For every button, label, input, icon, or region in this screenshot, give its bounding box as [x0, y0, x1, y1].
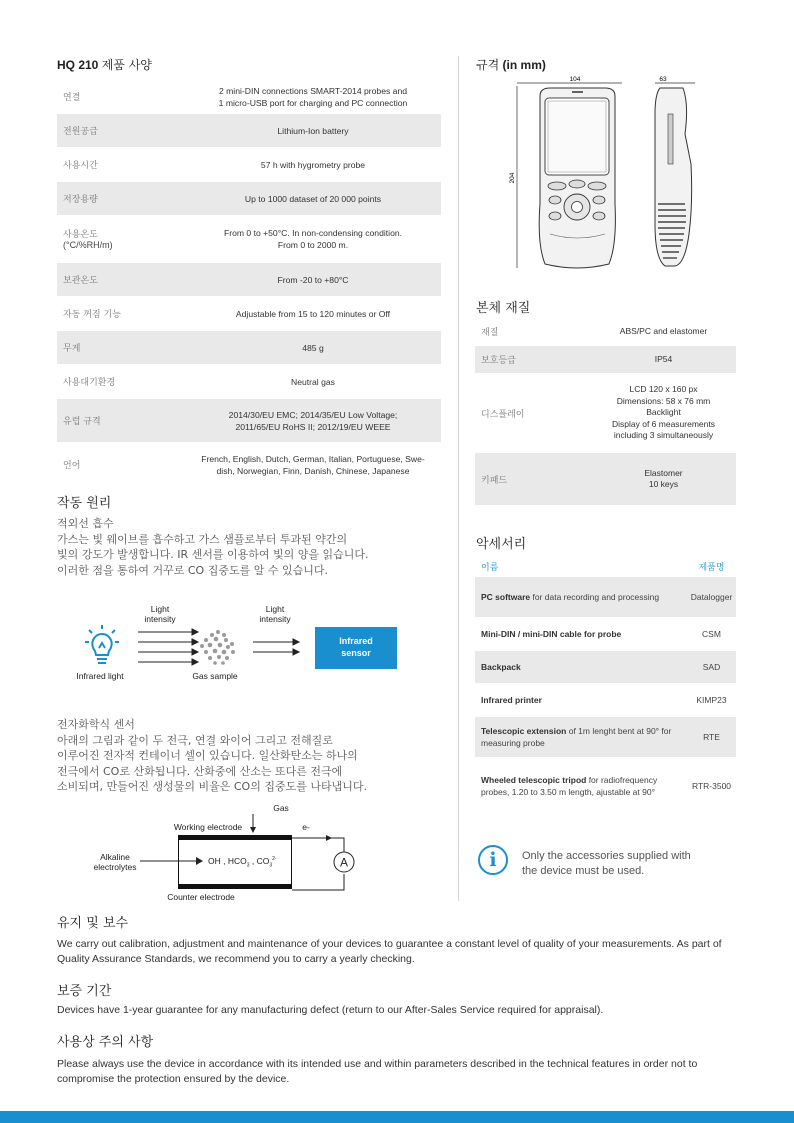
spec-label: 사용시간: [63, 161, 98, 171]
accessory-row: [475, 684, 736, 717]
ion-formula: OH , $HCO_3$ , $CO_3^{2-}$: [208, 856, 277, 869]
spec-label: 연결: [63, 93, 81, 103]
material-title: 본체 재질: [476, 301, 531, 316]
warranty-text: Devices have 1-year guarantee for any manufacturing defect (return to our After-Sales Service required for appraisal).: [57, 1004, 604, 1016]
spec-label-main: 사용온도: [63, 230, 98, 240]
keypad-center-key: [572, 202, 583, 213]
dimensions-title: [476, 56, 546, 73]
accessory-name: Mini-DIN / mini-DIN cable for probe: [481, 629, 622, 639]
accessory-code: CSM: [702, 629, 721, 639]
ec-description: 전자화학식 센서 아래의 그림과 같이 두 전극, 연결 와이어 그리고 전해질로 이루어진 전자적 컨테이너 셀이 있습니다. 일산화탄소는 하나의 전극에서 CO로 산화됩니다. 산화중에 산소는 또다른 전극에 소비되며, 만들어진 생성물의 비율은 CO의 집중도를 나타냅니다.: [57, 718, 367, 793]
gas-sample-cloud: [196, 626, 240, 668]
accessory-code: KIMP23: [696, 695, 727, 705]
precautions-title: 사용상 주의 사항: [57, 1035, 154, 1050]
material-value: Elastomer 10 keys: [644, 467, 683, 489]
spec-label: 사용대기환경: [63, 378, 116, 388]
accessory-code: RTR-3500: [691, 781, 732, 791]
light-intensity-label-2: Light intensity: [259, 604, 291, 624]
accessory-code: SAD: [702, 662, 721, 672]
material-table: [475, 318, 736, 506]
lightbulb-icon: [84, 624, 120, 670]
maintenance-text: We carry out calibration, adjustment and maintenance of your devices to guarantee a constant level of quality of your measurements. As part of Quality Assurance Standards, we recommend you to carry a yearly checking.: [57, 938, 722, 965]
spec-label: 자동 꺼짐 기능: [63, 310, 121, 320]
spec-value: 57 h with hygrometry probe: [260, 159, 366, 170]
material-row: [475, 453, 736, 506]
device-lcd: [548, 101, 606, 172]
accessory-name: PC software for data recording and processing: [481, 592, 660, 602]
spec-row: [57, 443, 441, 487]
alkaline-label: Alkaline electrolytes: [93, 852, 137, 872]
spec-label: 저장용량: [63, 195, 98, 205]
accessories-header: [475, 555, 736, 577]
spec-row: [57, 331, 441, 365]
infrared-light-label: Infrared light: [76, 671, 124, 681]
material-value: ABS/PC and elastomer: [619, 325, 708, 336]
accessory-name: Telescopic extension of 1m lenght bent at 90° for measuring probe: [481, 726, 672, 748]
maintenance-title: 유지 및 보수: [57, 916, 129, 931]
principle-title: 작동 원리: [57, 496, 112, 511]
col-code-header: 제품명: [698, 562, 725, 573]
material-label: 디스플레이: [481, 409, 525, 420]
spec-value: 2014/30/EU EMC; 2014/35/EU Low Voltage; 2011/65/EU RoHS II; 2012/19/EU WEEE: [228, 409, 398, 432]
material-label: 재질: [481, 328, 499, 338]
depth-dim-label: 63: [659, 76, 667, 83]
keypad-key: [588, 182, 606, 190]
ammeter-label: A: [339, 855, 349, 870]
gas-label: Gas: [273, 803, 289, 813]
keypad-key: [549, 196, 561, 204]
spec-value: 2 mini-DIN connections SMART-2014 probes and 1 micro-USB port for charging and PC connection: [218, 85, 408, 108]
material-row: [475, 346, 736, 374]
ammeter-icon: [333, 850, 357, 876]
accessory-row: [475, 618, 736, 651]
spec-value: From -20 to +80°C: [277, 274, 349, 285]
electrolyte-arrow: [140, 856, 204, 866]
spec-value: Adjustable from 15 to 120 minutes or Off: [235, 308, 391, 319]
spec-value: Lithium-Ion battery: [277, 125, 349, 136]
spec-title-kr: 제품 사양: [101, 58, 152, 72]
spec-value: French, English, Dutch, German, Italian, Portuguese, Swe- dish, Norwegian, Finn, Danish, Chinese, Japanese: [201, 453, 425, 476]
spec-row: [57, 263, 441, 297]
counter-electrode-label: Counter electrode: [167, 892, 235, 902]
col-name-header: 이름: [481, 562, 499, 573]
dimensions-unit: (in mm): [502, 58, 546, 72]
spec-table: [57, 80, 441, 487]
footer-bar: [0, 1111, 794, 1123]
accessory-name: Wheeled telescopic tripod for radiofrequency probes, 1.20 to 3.50 m length, ajustable at 90°: [481, 775, 658, 797]
accessory-row: [475, 717, 736, 758]
spec-row: [57, 114, 441, 148]
keypad-key: [593, 196, 605, 204]
accessory-row: [475, 651, 736, 684]
incoming-light-arrows: [138, 628, 200, 666]
precautions-text: Please always use the device in accordance with its intended use and within parameters described in the technical features in order not to compromise the protection ensured by the device.: [57, 1058, 698, 1085]
spec-row: [57, 297, 441, 331]
spec-row: [57, 399, 441, 443]
info-note: Only the accessories supplied with the device must be used.: [522, 850, 691, 877]
dimensions-title-kr: 규격: [476, 58, 500, 72]
spec-label: [57, 227, 185, 251]
accessories-title: 악세서리: [476, 537, 527, 552]
light-intensity-label-1: Light intensity: [144, 604, 176, 624]
spec-label: 전원공급: [63, 127, 98, 137]
infrared-sensor-box: Infrared sensor: [315, 627, 397, 669]
accessory-row: [475, 577, 736, 618]
spec-row: [57, 148, 441, 182]
warranty-title: 보증 기간: [57, 984, 112, 999]
material-row: [475, 374, 736, 453]
material-value: IP54: [654, 353, 673, 364]
material-row: [475, 318, 736, 346]
outgoing-light-arrows: [253, 638, 301, 658]
keypad-key: [569, 180, 585, 188]
accessory-name: Backpack: [481, 662, 521, 672]
spec-value: From 0 to +50°C. In non-condensing condition. From 0 to 2000 m.: [223, 228, 403, 250]
model-name: HQ 210: [57, 58, 99, 72]
accessory-row: [475, 758, 736, 815]
material-label: 키패드: [481, 475, 508, 486]
keypad-key: [593, 212, 605, 220]
spec-label-unit: (°C/%RH/m): [63, 240, 113, 250]
accessories-table: [475, 555, 736, 815]
keypad-key: [548, 182, 566, 190]
spec-value: 485 g: [302, 342, 324, 353]
electron-label: e-: [302, 822, 310, 832]
accessory-name: Infrared printer: [481, 695, 542, 705]
spec-title: [57, 56, 152, 73]
spec-label: 보관온도: [63, 276, 98, 286]
height-dim-label: 204: [509, 172, 516, 184]
material-label: 보호등급: [481, 356, 516, 366]
spec-label: 언어: [63, 461, 81, 471]
accessory-code: Datalogger: [690, 592, 733, 602]
gas-sample-label: Gas sample: [192, 671, 238, 681]
spec-row: [57, 80, 441, 114]
counter-electrode: [178, 884, 292, 889]
accessory-code: RTE: [703, 732, 720, 742]
device-drawing: [505, 74, 705, 274]
spec-row: [57, 182, 441, 216]
spec-value: Up to 1000 dataset of 20 000 points: [244, 193, 382, 204]
ir-description: 적외선 흡수 가스는 빛 웨이브를 흡수하고 가스 샘플로부터 투과된 약간의 빛의 강도가 발생합니다. IR 센서를 이용하여 빛의 양을 읽습니다. 이러한 점을 통하여 거꾸로 CO 집중도를 알 수 있습니다.: [57, 517, 369, 577]
working-electrode-label: Working electrode: [173, 822, 243, 832]
spec-label: 유럽 규격: [63, 417, 101, 427]
info-icon: i: [478, 845, 508, 875]
spec-value: Neutral gas: [291, 376, 335, 387]
spec-row: [57, 365, 441, 399]
material-value: LCD 120 x 160 px Dimensions: 58 x 76 mm Backlight Display of 6 measurements including 3 simultaneously: [612, 384, 715, 441]
keypad-key: [549, 212, 561, 220]
device-side-grip: [668, 114, 673, 164]
spec-row: [57, 216, 441, 263]
spec-label: 무게: [63, 344, 81, 354]
width-dim-label: 104: [569, 76, 581, 83]
